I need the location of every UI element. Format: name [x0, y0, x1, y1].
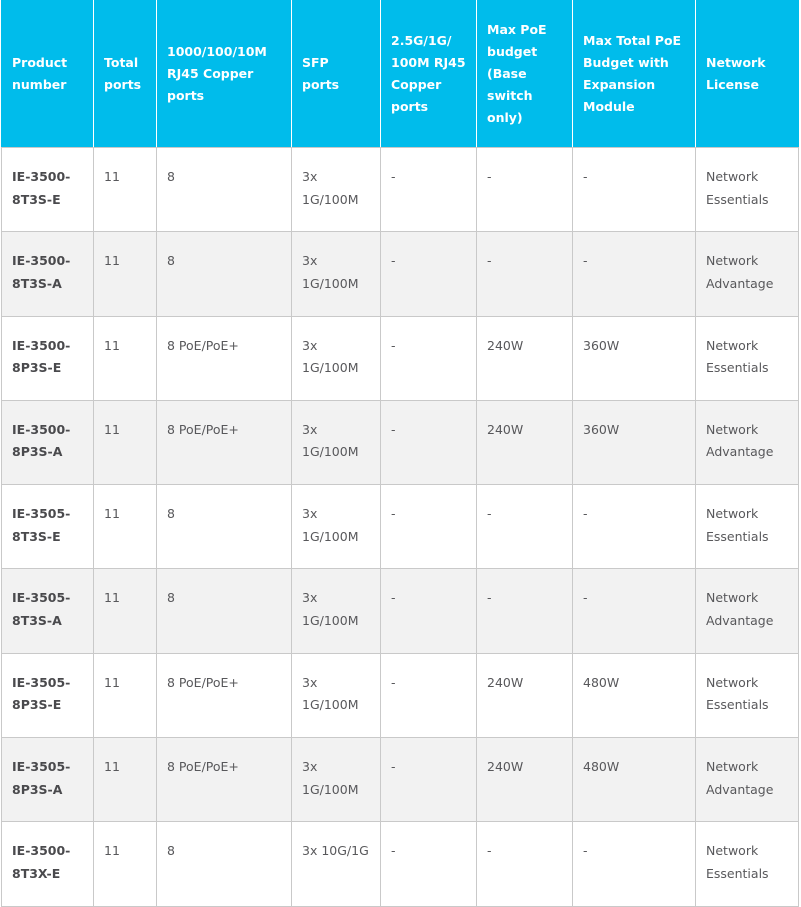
table-row: [2, 316, 799, 400]
cell-sfp-ports: 3x 1G/100M: [292, 485, 381, 569]
cell-sfp-ports: 3x 1G/100M: [292, 653, 381, 737]
column-header-multigig-ports: 2.5G/1G/ 100M RJ45 Copper ports: [381, 1, 477, 148]
cell-max-total-poe: 480W: [573, 738, 696, 822]
cell-product-number: IE-3500-8T3X-E: [2, 822, 94, 906]
cell-total-ports: 11: [94, 653, 157, 737]
cell-sfp-ports: 3x 1G/100M: [292, 400, 381, 484]
cell-max-total-poe: -: [573, 485, 696, 569]
cell-multigig-ports: -: [381, 485, 477, 569]
table-row: [2, 148, 799, 232]
cell-total-ports: 11: [94, 400, 157, 484]
cell-product-number: IE-3505-8P3S-E: [2, 653, 94, 737]
cell-multigig-ports: -: [381, 316, 477, 400]
cell-max-poe-budget: -: [477, 148, 573, 232]
table-row: [2, 822, 799, 906]
cell-copper-ports: 8 PoE/PoE+: [157, 316, 292, 400]
cell-max-total-poe: 480W: [573, 653, 696, 737]
table-row: [2, 400, 799, 484]
column-header-product-number: Product number: [2, 1, 94, 148]
cell-copper-ports: 8: [157, 569, 292, 653]
cell-network-license: Network Advantage: [696, 738, 799, 822]
cell-max-poe-budget: 240W: [477, 653, 573, 737]
table-row: [2, 653, 799, 737]
cell-network-license: Network Essentials: [696, 822, 799, 906]
cell-network-license: Network Essentials: [696, 485, 799, 569]
column-header-copper-ports: 1000/100/10M RJ45 Copper ports: [157, 1, 292, 148]
cell-multigig-ports: -: [381, 738, 477, 822]
cell-max-poe-budget: 240W: [477, 738, 573, 822]
cell-total-ports: 11: [94, 232, 157, 316]
cell-network-license: Network Advantage: [696, 400, 799, 484]
cell-max-total-poe: -: [573, 148, 696, 232]
cell-sfp-ports: 3x 1G/100M: [292, 738, 381, 822]
header-row: [2, 1, 799, 148]
cell-multigig-ports: -: [381, 569, 477, 653]
cell-network-license: Network Advantage: [696, 569, 799, 653]
table-body: [2, 148, 799, 907]
cell-max-total-poe: -: [573, 569, 696, 653]
column-header-max-poe-budget: Max PoE budget (Base switch only): [477, 1, 573, 148]
cell-max-total-poe: 360W: [573, 400, 696, 484]
cell-max-poe-budget: 240W: [477, 316, 573, 400]
cell-total-ports: 11: [94, 485, 157, 569]
cell-max-poe-budget: -: [477, 485, 573, 569]
table-row: [2, 232, 799, 316]
cell-total-ports: 11: [94, 316, 157, 400]
cell-total-ports: 11: [94, 822, 157, 906]
cell-total-ports: 11: [94, 569, 157, 653]
cell-product-number: IE-3505-8T3S-E: [2, 485, 94, 569]
cell-max-poe-budget: -: [477, 232, 573, 316]
column-header-max-total-poe: Max Total PoE Budget with Expansion Module: [573, 1, 696, 148]
cell-network-license: Network Essentials: [696, 316, 799, 400]
cell-multigig-ports: -: [381, 232, 477, 316]
cell-multigig-ports: -: [381, 822, 477, 906]
cell-product-number: IE-3505-8T3S-A: [2, 569, 94, 653]
cell-copper-ports: 8 PoE/PoE+: [157, 653, 292, 737]
table-header: [2, 1, 799, 148]
column-header-total-ports: Total ports: [94, 1, 157, 148]
cell-total-ports: 11: [94, 738, 157, 822]
product-spec-table: [1, 0, 799, 907]
cell-network-license: Network Advantage: [696, 232, 799, 316]
table-row: [2, 738, 799, 822]
cell-copper-ports: 8: [157, 232, 292, 316]
cell-copper-ports: 8: [157, 148, 292, 232]
cell-max-total-poe: -: [573, 822, 696, 906]
cell-max-poe-budget: 240W: [477, 400, 573, 484]
cell-product-number: IE-3505-8P3S-A: [2, 738, 94, 822]
cell-network-license: Network Essentials: [696, 148, 799, 232]
cell-multigig-ports: -: [381, 653, 477, 737]
cell-copper-ports: 8 PoE/PoE+: [157, 738, 292, 822]
cell-total-ports: 11: [94, 148, 157, 232]
cell-sfp-ports: 3x 1G/100M: [292, 569, 381, 653]
cell-copper-ports: 8: [157, 485, 292, 569]
column-header-network-license: Network License: [696, 1, 799, 148]
cell-product-number: IE-3500-8T3S-A: [2, 232, 94, 316]
table-row: [2, 569, 799, 653]
cell-sfp-ports: 3x 1G/100M: [292, 232, 381, 316]
cell-sfp-ports: 3x 10G/1G: [292, 822, 381, 906]
cell-copper-ports: 8: [157, 822, 292, 906]
cell-multigig-ports: -: [381, 400, 477, 484]
cell-product-number: IE-3500-8P3S-A: [2, 400, 94, 484]
cell-sfp-ports: 3x 1G/100M: [292, 316, 381, 400]
cell-max-poe-budget: -: [477, 822, 573, 906]
cell-copper-ports: 8 PoE/PoE+: [157, 400, 292, 484]
cell-product-number: IE-3500-8T3S-E: [2, 148, 94, 232]
table-row: [2, 485, 799, 569]
cell-network-license: Network Essentials: [696, 653, 799, 737]
cell-multigig-ports: -: [381, 148, 477, 232]
cell-max-total-poe: -: [573, 232, 696, 316]
cell-max-total-poe: 360W: [573, 316, 696, 400]
cell-sfp-ports: 3x 1G/100M: [292, 148, 381, 232]
column-header-sfp-ports: SFP ports: [292, 1, 381, 148]
cell-product-number: IE-3500-8P3S-E: [2, 316, 94, 400]
cell-max-poe-budget: -: [477, 569, 573, 653]
